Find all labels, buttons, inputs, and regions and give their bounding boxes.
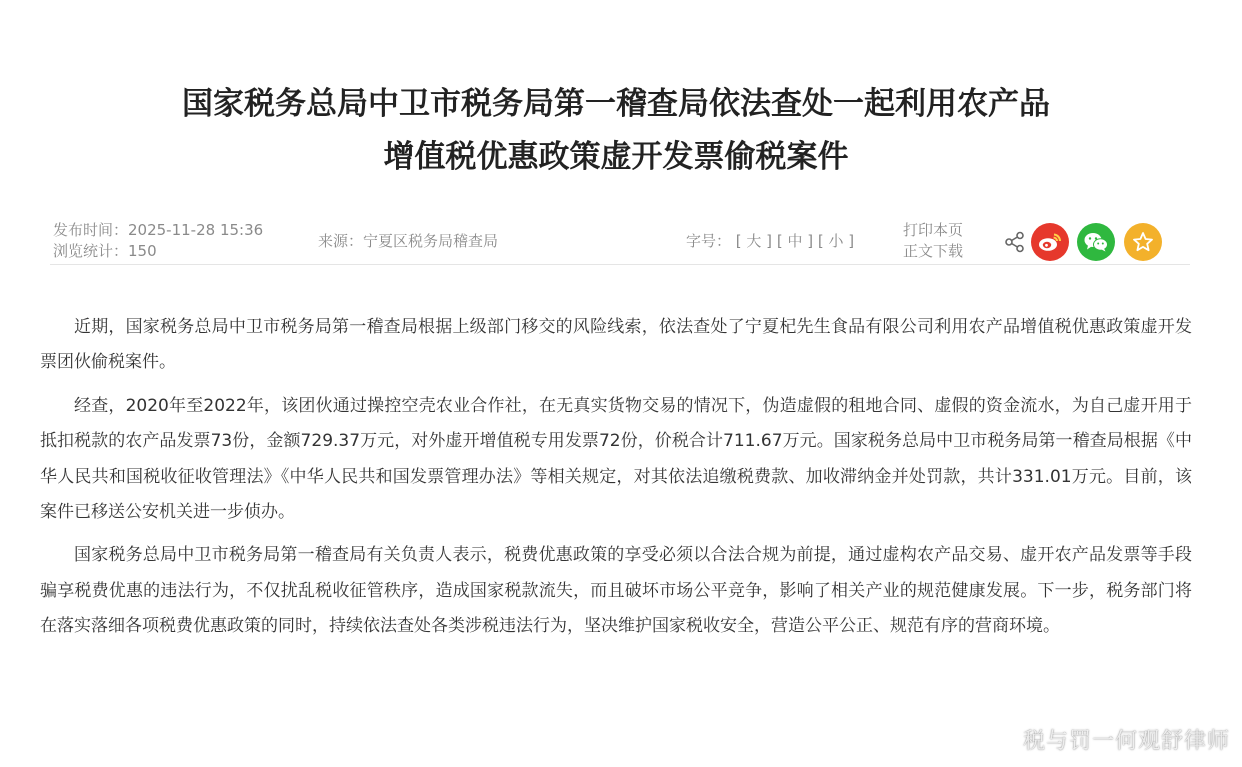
view-count: 浏览统计：150: [53, 242, 157, 260]
publish-time: 发布时间：2025-11-28 15:36: [53, 221, 264, 239]
header-divider: [50, 264, 1190, 265]
wechat-share-button[interactable]: [1077, 223, 1115, 261]
share-icon[interactable]: [1004, 231, 1026, 253]
watermark: 税与罚一何观舒律师: [1022, 729, 1230, 754]
download-text-link[interactable]: 正文下载: [903, 242, 964, 260]
print-page-link[interactable]: 打印本页: [903, 221, 964, 239]
favorite-button[interactable]: [1124, 223, 1162, 261]
weibo-icon: [1037, 231, 1063, 253]
article-paragraph: 近期，国家税务总局中卫市税务局第一稽查局根据上级部门移交的风险线索，依法查处了宁夏杞先生食品有限公司利用农产品增值税优惠政策虚开发票团伙偷税案件。: [40, 317, 1192, 373]
weibo-share-button[interactable]: [1031, 223, 1069, 261]
source-label: 来源：宁夏区税务局稽查局: [318, 232, 499, 250]
article-paragraph: 国家税务总局中卫市税务局第一稽查局有关负责人表示，税费优惠政策的享受必须以合法合规为前提，通过虚构农产品交易、虚开农产品发票等手段骗享税费优惠的违法行为，不仅扰乱税收征管秩序，造成国家税款流失，而且破坏市场公平竞争，影响了相关产业的规范健康发展。下一步，税务部门将在落实落细各项税费优惠政策的同时，持续依法查处各类涉税违法行为，坚决维护国家税收安全，营造公平公正、规范有序的营商环境。: [40, 545, 1192, 637]
wechat-icon: [1083, 231, 1109, 253]
article-title-line-1: 国家税务总局中卫市税务局第一稽查局依法查处一起利用农产品: [182, 86, 1050, 122]
article-title-line-2: 增值税优惠政策虚开发票偷税案件: [383, 139, 849, 175]
article-paragraph: 经查，2020年至2022年，该团伙通过操控空壳农业合作社，在无真实货物交易的情况下，伪造虚假的租地合同、虚假的资金流水，为自己虚开用于抵扣税款的农产品发票73份，金额729.37万元，对外虚开增值税专用发票72份，价税合计711.67万元。国家税务总局中卫市税务局第一稽查局根据《中华人民共和国税收征收管理法》《中华人民共和国发票管理办法》等相关规定，对其依法追缴税费款、加收滞纳金并处罚款，共计331.01万元。目前，该案件已移送公安机关进一步侦办。: [40, 395, 1192, 523]
font-size-large-button[interactable]: [ 大 ]: [735, 232, 773, 250]
font-size-medium-button[interactable]: [ 中 ]: [776, 232, 814, 250]
print-download-links: [903, 220, 963, 262]
meta-info: [53, 220, 263, 262]
font-size-label: 字号：: [686, 232, 732, 250]
font-size-controls: [686, 231, 854, 252]
article-body: [40, 310, 1192, 653]
font-size-small-button[interactable]: [ 小 ]: [817, 232, 855, 250]
star-icon: [1131, 230, 1155, 254]
